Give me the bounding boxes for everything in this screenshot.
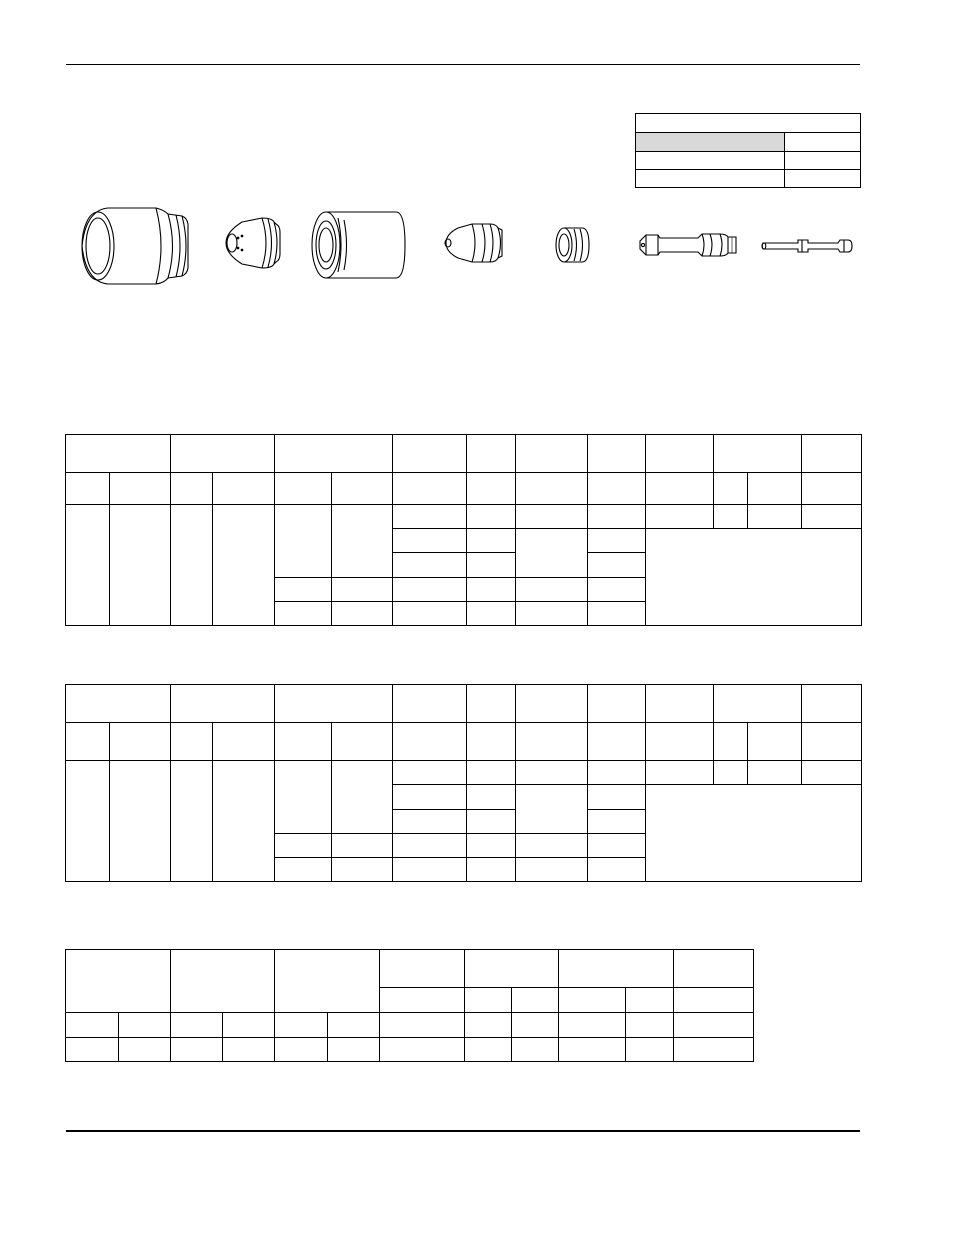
consumables-table-2 [65, 684, 862, 882]
header-rule [66, 64, 860, 65]
nozzle-icon [438, 218, 506, 268]
legend-title-cell [636, 114, 861, 133]
nozzle-retaining-cap-icon [222, 214, 282, 272]
water-tube-icon [760, 235, 855, 257]
swirl-ring-icon [552, 225, 592, 265]
shield-icon [78, 204, 193, 288]
consumables-table-1 [65, 434, 862, 626]
retaining-cap-icon [308, 208, 408, 282]
legend-shaded-cell [636, 133, 785, 152]
footer-rule [66, 1130, 860, 1132]
legend-table [635, 113, 861, 188]
consumables-table-3 [65, 949, 754, 1062]
electrode-icon [636, 229, 740, 261]
